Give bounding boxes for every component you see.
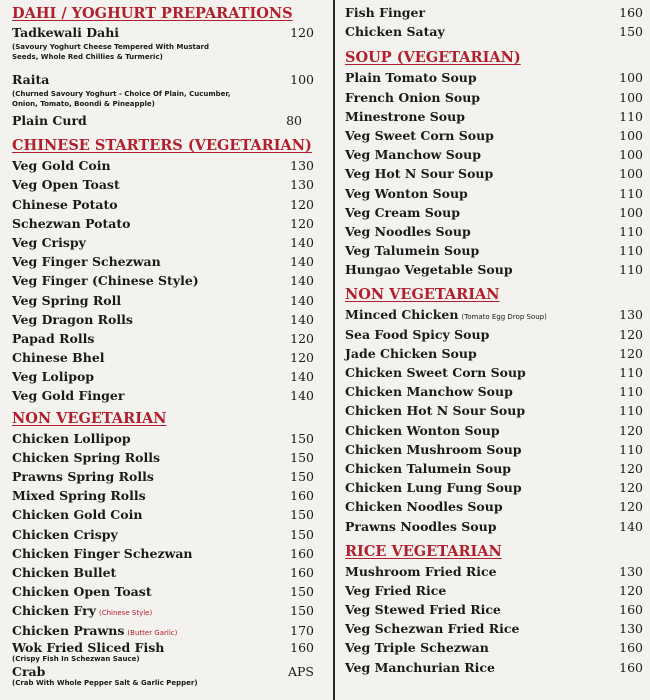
menu-item [345,581,643,600]
item-name: Jade Chicken Soup [345,345,477,361]
item-description: (Crispy Fish In Schezwan Sauce) [12,654,140,663]
menu-item [12,467,322,486]
item-price: 160 [619,5,643,20]
menu-item [345,517,643,536]
item-price: 120 [619,345,643,361]
item-name: Veg Finger (Chinese Style) [12,273,199,289]
menu-item [345,497,643,516]
item-price: 110 [619,384,643,400]
nonveg-list [12,429,322,689]
item-name: Veg Spring Roll [12,292,122,308]
item-name: Chicken Gold Coin [12,507,143,523]
menu-item [345,164,643,183]
menu-item [345,344,643,363]
item-price: 120 [290,330,314,346]
item-name: Veg Finger Schezwan [12,254,161,270]
item-price: 100 [619,127,643,143]
item-name: Prawns Spring Rolls [12,469,154,484]
item-name: Veg Wonton Soup [345,185,468,201]
menu-item [12,156,322,175]
item-note: (Butter Garlic) [127,628,178,637]
item-price: 160 [290,545,314,561]
menu-item [345,382,643,401]
item-name: Chicken Spring Rolls [12,449,160,465]
item-name: Fish Finger [345,5,426,20]
item-name: Veg Gold Coin [12,158,111,174]
item-name: Chicken Prawns (Butter Garlic) [12,622,178,638]
item-name: Veg Lolipop [12,369,95,385]
item-price: 160 [619,659,643,675]
menu-item [12,252,322,271]
item-name: Veg Manchow Soup [345,147,481,163]
item-description: (Savoury Yoghurt Cheese Tempered With Mustard [12,43,210,51]
item-price: 120 [619,480,643,496]
menu-item [12,386,322,405]
menu-item [12,271,322,290]
item-name: Veg Hot N Sour Soup [345,166,494,182]
item-description: (Churned Savoury Yoghurt - Choice Of Plain, Cucumber, [12,90,231,98]
item-price: 130 [290,158,314,174]
menu-item [345,658,643,677]
item-price: 140 [290,254,314,270]
menu-item [345,478,643,497]
item-name: French Onion Soup [345,89,481,105]
menu-item [345,305,643,324]
item-price: 150 [290,430,314,446]
menu-item [12,291,322,310]
menu-item [345,600,643,619]
item-price: 150 [290,507,314,523]
menu-item [345,184,643,203]
menu-item [12,233,322,252]
menu-item [345,260,643,279]
item-description: (Crab With Whole Pepper Salt & Garlic Pepper) [12,679,198,688]
item-price: 100 [619,147,643,163]
menu-item [345,638,643,657]
item-name: Veg Cream Soup [345,204,460,220]
menu-item [12,195,322,214]
item-price: 110 [619,185,643,201]
item-name: Veg Fried Rice [345,582,447,598]
item-price: 140 [290,234,314,250]
item-name: Papad Rolls [12,330,95,346]
menu-item [345,440,643,459]
item-name: Veg Stewed Fried Rice [345,602,501,618]
item-price: 150 [290,449,314,465]
item-price: 120 [619,460,643,476]
menu-item [12,329,322,348]
item-price: 120 [619,422,643,438]
menu-item: Plain Curd 80 [12,113,302,128]
menu-item [345,3,643,22]
section-title-nonveg: NON VEGETARIAN [12,409,167,427]
item-name: Veg Dragon Rolls [12,311,133,327]
menu-item [12,448,322,467]
item-name: Veg Triple Schezwan [345,640,489,656]
item-name: Chicken Manchow Soup [345,384,513,400]
item-price: 140 [290,388,314,404]
item-price: 120 [619,326,643,342]
section-title-chinese-veg: CHINESE STARTERS (VEGETARIAN) [12,137,312,155]
item-price: 150 [290,526,314,542]
menu-item [345,68,643,87]
item-name: Minestrone Soup [345,108,465,124]
item-name: Chinese Potato [12,196,118,212]
item-name: Mushroom Fried Rice [345,563,497,579]
item-price: 120 [619,499,643,515]
menu-item [345,145,643,164]
chinese-veg-list [12,156,322,405]
item-price: 120 [290,350,314,366]
item-name: Chicken Bullet [12,564,117,580]
menu-item: Raita 100 [12,72,314,87]
item-price: 140 [290,292,314,308]
item-price: 120 [290,196,314,212]
item-name: Chinese Bhel [12,350,105,366]
item-name: Mixed Spring Rolls [12,488,146,504]
menu-item [12,525,322,544]
menu-item [12,367,322,386]
menu-item [345,22,643,41]
menu-item [345,126,643,145]
item-name: Schezwan Potato [12,215,131,231]
item-name: Chicken Mushroom Soup [345,441,522,457]
item-name: Chicken Satay [345,24,445,40]
menu-item [12,664,322,679]
item-name: Veg Open Toast [12,177,120,193]
item-price: 120 [619,582,643,598]
menu-item [345,222,643,241]
menu-item [345,619,643,638]
menu-item [345,459,643,478]
item-price: 160 [290,488,314,504]
item-price: 120 [290,215,314,231]
item-name: Chicken Open Toast [12,584,152,600]
menu-item [12,214,322,233]
item-name: Chicken Wonton Soup [345,422,500,438]
item-name: Veg Noodles Soup [345,223,471,239]
menu-item [12,601,322,620]
menu-item [12,486,322,505]
item-price: 170 [290,622,314,638]
right-top-list [345,3,643,41]
item-note: (Chinese Style) [98,609,153,618]
menu-item [345,562,643,581]
item-note: (Tomato Egg Drop Soup) [461,313,547,322]
item-price: 110 [619,108,643,124]
item-price: APS [287,664,314,680]
item-price: 160 [290,639,314,655]
item-name: Chicken Finger Schezwan [12,545,193,561]
item-price: 140 [619,518,643,534]
item-price: 100 [619,166,643,182]
item-name: Plain Tomato Soup [345,70,477,86]
item-name: Chicken Noodles Soup [345,499,503,515]
left-column [12,4,322,689]
menu-item [345,363,643,382]
item-price: 140 [290,369,314,385]
menu-item [345,241,643,260]
menu-item [345,421,643,440]
item-name: Chicken Crispy [12,526,118,542]
item-description: Seeds, Whole Red Chillies & Turmeric) [12,52,163,61]
menu-item [345,107,643,126]
item-price: 160 [619,640,643,656]
item-name: Hungao Vegetable Soup [345,262,513,278]
item-name: Veg Crispy [12,234,86,250]
rice-veg-list [345,562,643,677]
menu-item: Tadkewali Dahi 120 [12,25,314,40]
item-name: Wok Fried Sliced Fish [12,639,165,655]
item-name: Prawns Noodles Soup [345,518,497,534]
item-price: 130 [619,621,643,637]
item-name: Crab [12,664,46,680]
item-name: Veg Talumein Soup [345,243,480,259]
menu-item [12,175,322,194]
section-title-soup-veg: SOUP (VEGETARIAN) [345,49,521,67]
item-price: 150 [290,469,314,484]
menu-item [12,640,322,655]
item-price: 130 [619,307,643,323]
menu-item [12,429,322,448]
item-price: 110 [619,441,643,457]
item-price: 100 [619,89,643,105]
item-name: Veg Gold Finger [12,388,125,404]
menu-item [12,505,322,524]
section-title-rice-veg: RICE VEGETARIAN [345,542,502,560]
menu-item [345,401,643,420]
item-description: Onion, Tomato, Boondi & Pineapple) [12,99,155,108]
menu-item [12,348,322,367]
right-column [345,3,643,677]
item-name: Chicken Talumein Soup [345,460,512,476]
item-price: 100 [619,204,643,220]
item-name: Sea Food Spicy Soup [345,326,490,342]
menu-item [12,544,322,563]
item-price: 140 [290,311,314,327]
item-name: Chicken Fry (Chinese Style) [12,603,153,619]
item-name: Veg Manchurian Rice [345,659,495,675]
item-price: 110 [619,262,643,278]
item-price: 140 [290,273,314,289]
item-name: Veg Schezwan Fried Rice [345,621,520,637]
item-name: Chicken Hot N Sour Soup [345,403,526,419]
item-price: 150 [290,584,314,600]
item-price: 110 [619,223,643,239]
item-price: 110 [619,403,643,419]
menu-item [345,88,643,107]
menu-item [12,582,322,601]
section-title-soup-nonveg: NON VEGETARIAN [345,286,500,304]
item-price: 110 [619,365,643,380]
item-price: 130 [290,177,314,193]
item-name: Chicken Sweet Corn Soup [345,365,526,380]
item-name: Minced Chicken (Tomato Egg Drop Soup) [345,307,547,323]
item-price: 110 [619,243,643,259]
menu-item [12,621,322,640]
item-price: 160 [619,602,643,618]
item-price: 100 [619,70,643,86]
menu-item [345,325,643,344]
item-price: 150 [290,603,314,619]
soup-nonveg-list [345,305,643,535]
column-divider [333,0,335,700]
item-name: Chicken Lung Fung Soup [345,480,522,496]
item-name: Chicken Lollipop [12,430,131,446]
item-price: 130 [619,563,643,579]
item-price: 150 [619,24,643,40]
menu-item [12,563,322,582]
menu-item [345,203,643,222]
item-price: 160 [290,564,314,580]
item-name: Veg Sweet Corn Soup [345,127,494,143]
soup-veg-list [345,68,643,279]
menu-item [12,310,322,329]
section-title-dahi: DAHI / YOGHURT PREPARATIONS [12,5,293,22]
